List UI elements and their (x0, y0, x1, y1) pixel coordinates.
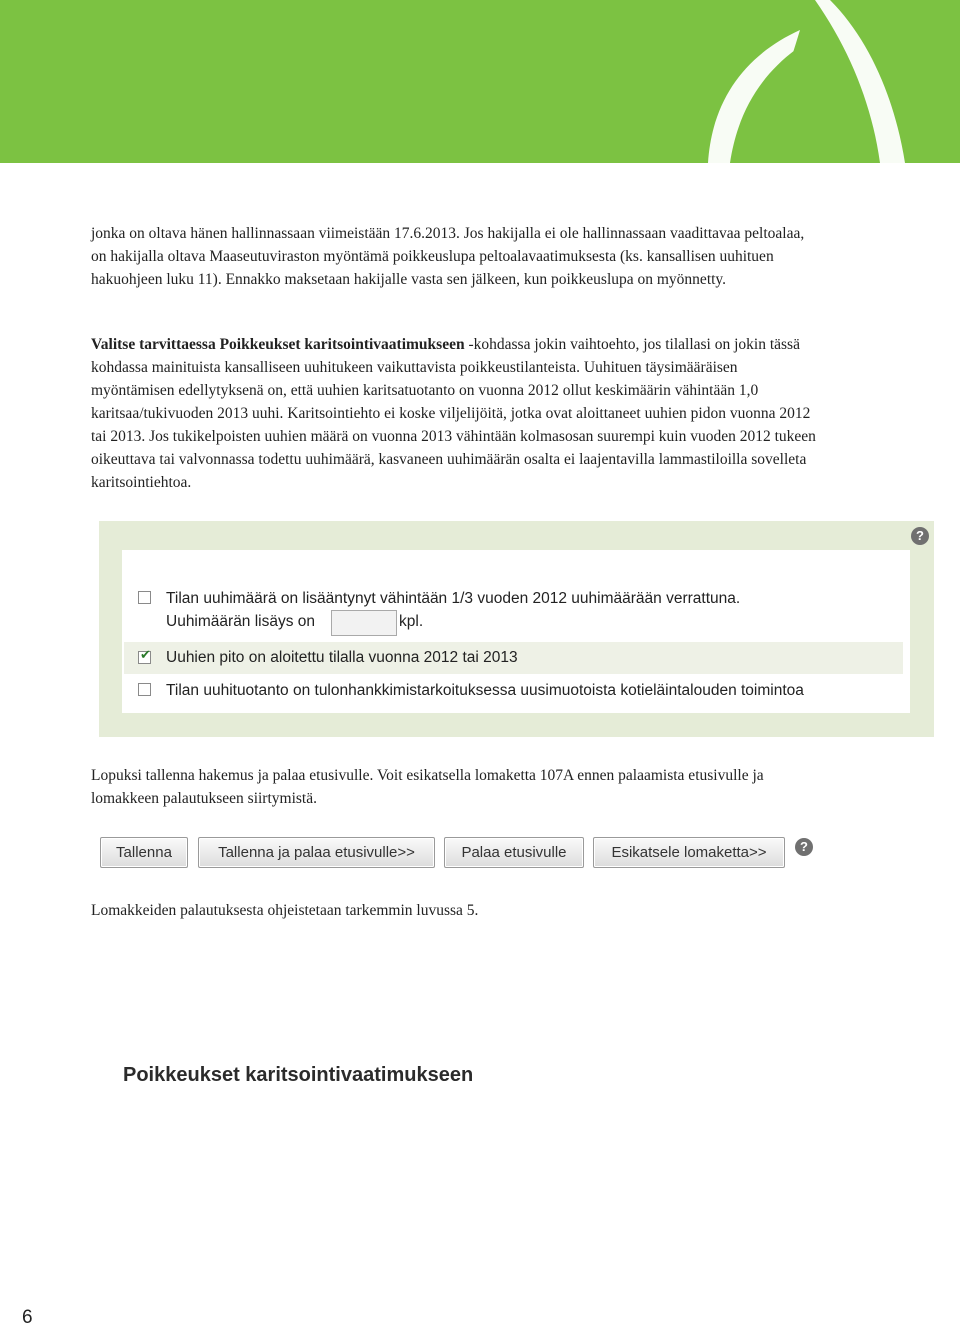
increase-unit: kpl. (399, 613, 424, 630)
preview-button[interactable]: Esikatsele lomaketta>> (593, 837, 785, 868)
help-icon[interactable]: ? (911, 527, 929, 545)
option-1-checkbox[interactable] (138, 591, 151, 604)
option-3-label: Tilan uuhituotanto on tulonhankkimistarkoituksessa uusimuotoista kotieläintalouden toimintoa (166, 682, 804, 699)
option-1-label: Tilan uuhimäärä on lisääntynyt vähintään 1/3 vuoden 2012 uuhimäärään verrattuna. (166, 590, 741, 607)
help-icon[interactable]: ? (795, 838, 813, 856)
increase-quantity-input[interactable] (331, 610, 397, 636)
return-button[interactable]: Palaa etusivulle (444, 837, 584, 868)
save-paragraph: Lopuksi tallenna hakemus ja palaa etusivulle. Voit esikatsella lomaketta 107A ennen palaamista etusivulle ja lomakkeen palautukseen siirtymistä. (91, 767, 764, 807)
returns-paragraph: Lomakkeiden palautuksesta ohjeistetaan tarkemmin luvussa 5. (91, 902, 479, 919)
check-mark-icon: ✔ (140, 648, 151, 663)
panel-title: Poikkeukset karitsointivaatimukseen (123, 1064, 474, 1086)
option-2-label: Uuhien pito on aloitettu tilalla vuonna 2012 tai 2013 (166, 649, 518, 666)
option-3-checkbox[interactable] (138, 683, 151, 696)
instruction-paragraph (91, 333, 821, 494)
increase-label: Uuhimäärän lisäys on (166, 613, 316, 630)
option-2-checkbox[interactable] (138, 648, 151, 664)
save-and-return-button[interactable]: Tallenna ja palaa etusivulle>> (198, 837, 435, 868)
instruction-text: -kohdassa jokin vaihtoehto, jos tilallasi on jokin tässä kohdassa mainituista kansalliseen uuhitukeen vaikuttavista poikkeustilanteista. Uuhituen täysimääräisen myöntämisen edellytyksenä on, että uuhien karitsatuotanto on vuonna 2012 ollut keskimäärin vähintään 1,0 karitsaa/tukivuoden 2013 uuhi. Karitsointiehto ei koske viljelijöitä, jotka ovat aloittaneet uuhien pidon vuonna 2012 tai 2013. Jos tukikelpoisten uuhien määrä on vuonna 2013 vähintään kolmasosan suurempi kuin vuoden 2012 tukeen oikeuttava tai valvonnassa todettu uuhimäärä, kasvaneen uuhimäärän osalta ei laajentavilla lammastiloilla sovelleta karitsointiehtoa. (91, 336, 816, 491)
header-banner (0, 0, 960, 163)
page-number: 6 (22, 1307, 33, 1328)
save-button[interactable]: Tallenna (100, 837, 188, 868)
instruction-bold: Valitse tarvittaessa Poikkeukset karitsointivaatimukseen (91, 336, 465, 353)
intro-paragraph: jonka on oltava hänen hallinnassaan viimeistään 17.6.2013. Jos hakijalla ei ole hallinnassaan vaadittavaa peltoalaa, on hakijalla oltava Maaseutuviraston myöntämä poikkeuslupa peltoalavaatimuksesta (ks. kansallisen uuhituen hakuohjeen luku 11). Ennakko maksetaan hakijalle vasta sen jälkeen, kun poikkeuslupa on myönnetty. (91, 225, 805, 288)
leaf-decoration (0, 0, 960, 163)
